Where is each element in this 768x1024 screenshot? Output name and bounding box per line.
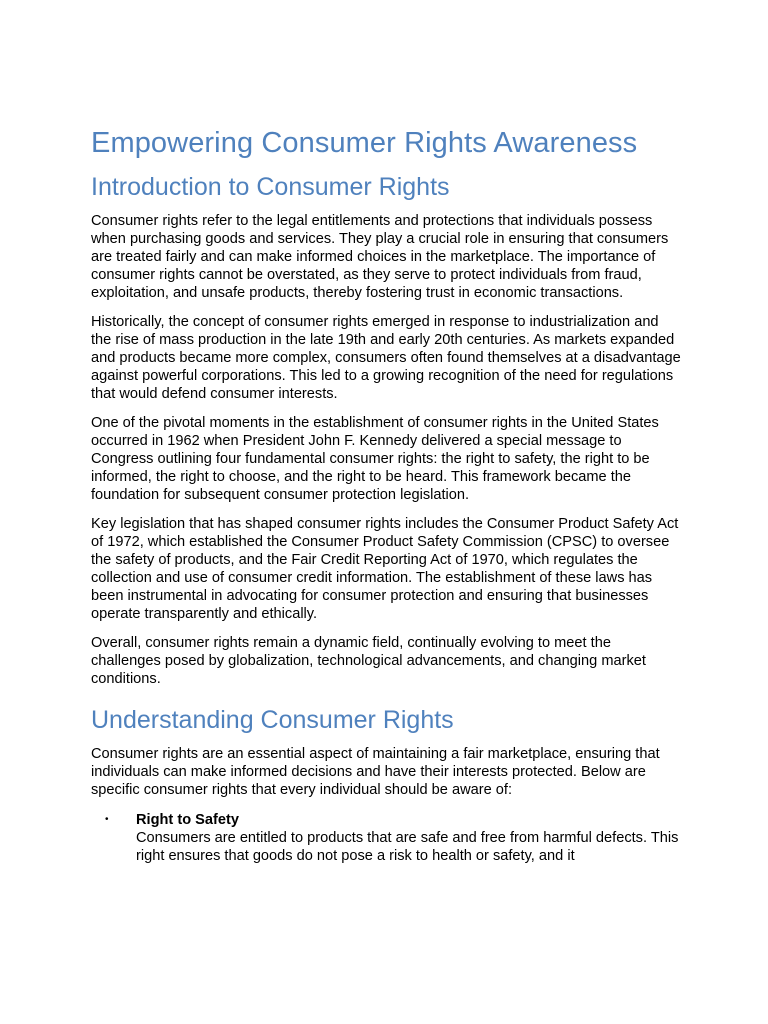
list-item-text: Consumers are entitled to products that are safe and free from harmful defects. This right ensures that goods do not pose a risk to health or safety, and it [136, 830, 679, 864]
section-heading: Understanding Consumer Rights [91, 706, 454, 734]
document-title: Empowering Consumer Rights Awareness [91, 127, 638, 159]
paragraph: One of the pivotal moments in the establishment of consumer rights in the United States occurred in 1962 when President John F. Kennedy delivered a special message to Congress outlining four fundamental consumer rights: the right to safety, the right to be informed, the right to choose, and the right to be heard. This framework became the foundation for subsequent consumer protection legislation. [91, 415, 659, 503]
paragraph: Historically, the concept of consumer rights emerged in response to industrialization and the rise of mass production in the late 19th and early 20th centuries. As markets expanded and products became more complex, consumers often found themselves at a disadvantage against powerful corporations. This led to a growing recognition of the need for regulations that would defend consumer interests. [91, 314, 681, 402]
list-item-title: Right to Safety [136, 812, 239, 828]
paragraph: Consumer rights refer to the legal entitlements and protections that individuals possess when purchasing goods and services. They play a crucial role in ensuring that consumers are treated fairly and can make informed choices in the marketplace. The importance of consumer rights cannot be overstated, as they serve to protect individuals from fraud, exploitation, and unsafe products, thereby fostering trust in economic transactions. [91, 213, 669, 301]
paragraph: Key legislation that has shaped consumer rights includes the Consumer Product Safety Act of 1972, which established the Consumer Product Safety Commission (CPSC) to oversee the safety of products, and the Fair Credit Reporting Act of 1970, which regulates the collection and use of consumer credit information. The establishment of these laws has been instrumental in advocating for consumer protection and ensuring that businesses operate transparently and ethically. [91, 516, 679, 622]
paragraph: Overall, consumer rights remain a dynamic field, continually evolving to meet the challenges posed by globalization, technological advancements, and changing market conditions. [91, 635, 646, 687]
document-page [91, 126, 681, 865]
section-heading: Introduction to Consumer Rights [91, 173, 450, 201]
rights-list [91, 811, 681, 865]
bullet-icon: • [105, 814, 109, 825]
section-understanding [91, 705, 681, 865]
section-introduction [91, 172, 681, 688]
list-item [91, 811, 681, 865]
paragraph: Consumer rights are an essential aspect of maintaining a fair marketplace, ensuring that individuals can make informed decisions and have their interests protected. Below are specific consumer rights that every individual should be aware of: [91, 746, 660, 798]
